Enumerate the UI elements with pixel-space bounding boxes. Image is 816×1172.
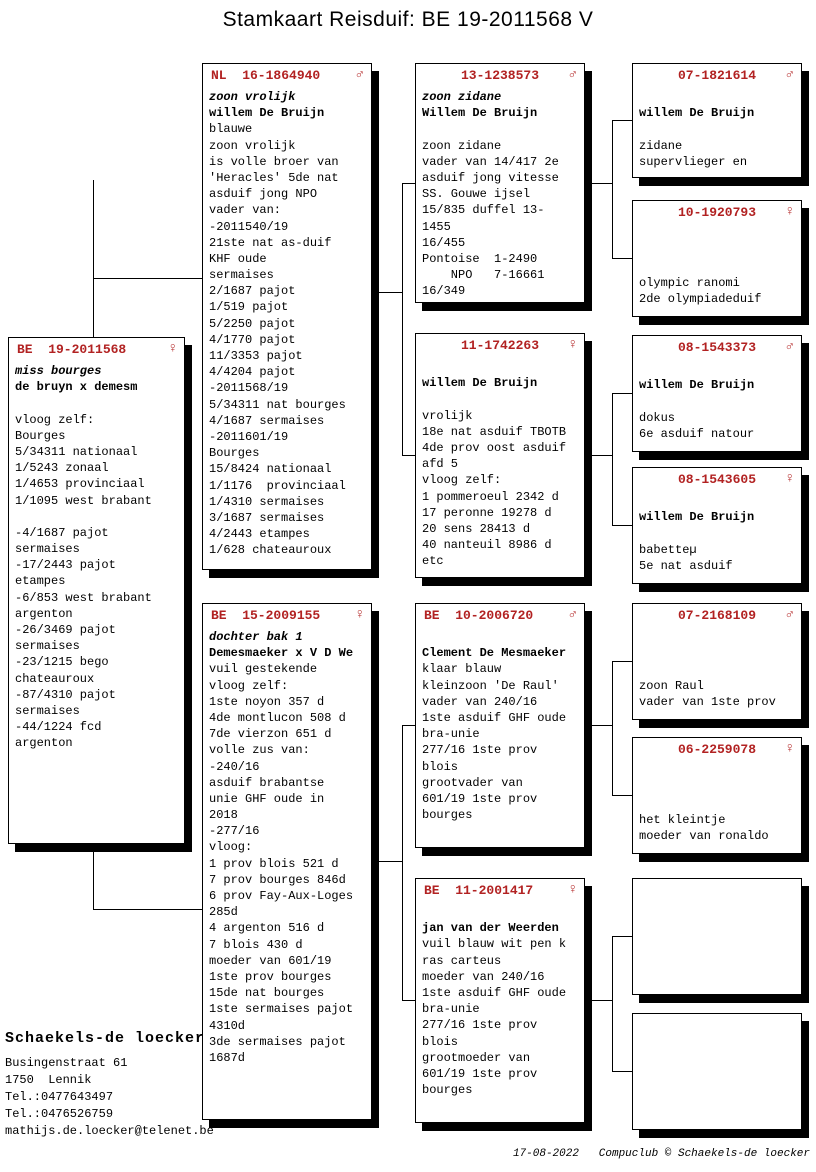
connector-line bbox=[612, 258, 632, 259]
info-line: 5/34311 nationaal bbox=[15, 444, 138, 459]
info-line: vloog: bbox=[209, 840, 253, 855]
info-line: bourges bbox=[422, 1083, 473, 1098]
info-line: 2/1687 pajot bbox=[209, 284, 296, 299]
info-line: -23/1215 bego bbox=[15, 655, 109, 670]
male-symbol-icon: ♂ bbox=[355, 67, 364, 83]
info-line: 5/34311 nat bourges bbox=[209, 397, 346, 412]
info-line: sermaises bbox=[15, 639, 80, 654]
info-line: chateauroux bbox=[15, 671, 95, 686]
connector-line bbox=[372, 861, 402, 862]
female-symbol-icon: ♀ bbox=[785, 471, 794, 487]
info-line: 3de sermaises pajot bbox=[209, 1034, 346, 1049]
connector-line bbox=[612, 661, 613, 796]
info-line: grootvader van bbox=[422, 775, 523, 790]
box-body bbox=[633, 222, 801, 307]
pedigree-box-sdd-08-1543605 bbox=[632, 467, 802, 584]
info-line: dokus bbox=[639, 410, 676, 425]
pedigree-box-dds bbox=[632, 878, 802, 995]
connector-line bbox=[402, 183, 403, 456]
female-symbol-icon: ♀ bbox=[355, 607, 364, 623]
info-line: 4de montlucon 508 d bbox=[209, 710, 346, 725]
info-line: bra-unie bbox=[422, 727, 480, 742]
info-line: 5/2250 pajot bbox=[209, 316, 296, 331]
info-line: 20 sens 28413 d bbox=[422, 521, 531, 536]
connector-line bbox=[585, 183, 612, 184]
owner-line: mathijs.de.loecker@telenet.be bbox=[5, 1124, 214, 1138]
connector-line bbox=[93, 909, 203, 910]
box-body bbox=[416, 85, 584, 299]
info-line: 15/835 duffel 13- bbox=[422, 203, 545, 218]
connector-line bbox=[612, 936, 632, 937]
info-line: 1/519 pajot bbox=[209, 300, 289, 315]
info-line: het kleintje bbox=[639, 812, 726, 827]
info-line: 11/3353 pajot bbox=[209, 349, 303, 363]
connector-line bbox=[612, 936, 613, 1072]
info-line bbox=[639, 779, 796, 795]
box-body bbox=[633, 489, 801, 574]
box-body bbox=[203, 625, 371, 1066]
footer-compuclub: Compuclub © Schaekels-de loecker bbox=[598, 1148, 810, 1160]
ring-number: 07-2168109 bbox=[677, 608, 756, 623]
pigeon-breeder-line: Clement De Mesmaeker bbox=[422, 646, 567, 661]
info-line: 18e nat asduif TBOTB bbox=[422, 424, 567, 439]
pigeon-name-line bbox=[422, 359, 579, 375]
connector-line bbox=[372, 292, 402, 293]
box-body bbox=[416, 625, 584, 823]
connector-line bbox=[402, 1000, 415, 1001]
pigeon-name-line: miss bourges bbox=[15, 364, 102, 378]
info-line: 6 prov Fay-Aux-Loges bbox=[209, 889, 354, 903]
info-line bbox=[422, 391, 579, 407]
pigeon-name-line: zoon vrolijk bbox=[209, 90, 296, 104]
info-line: vloog zelf: bbox=[15, 412, 95, 427]
info-line: vader van 1ste prov bbox=[639, 694, 776, 709]
info-line: 21ste nat as-duif bbox=[209, 235, 332, 250]
box-body bbox=[633, 625, 801, 710]
footer-date: 17-08-2022 bbox=[512, 1148, 579, 1160]
pigeon-name-line bbox=[639, 361, 796, 377]
male-symbol-icon: ♂ bbox=[785, 607, 794, 623]
pedigree-box-sd-11-1742263 bbox=[415, 333, 585, 578]
box-body bbox=[203, 85, 371, 558]
info-line: 277/16 1ste prov bbox=[422, 1018, 538, 1033]
connector-line bbox=[612, 120, 632, 121]
info-line bbox=[422, 121, 579, 137]
info-line: 7de vierzon 651 d bbox=[209, 727, 332, 742]
owner-line: Tel.:0476526759 bbox=[5, 1107, 114, 1121]
info-line: olympic ranomi bbox=[639, 275, 740, 290]
ring-number: BE 10-2006720 bbox=[424, 608, 534, 623]
info-line: 4/4204 pajot bbox=[209, 365, 296, 380]
info-line: -6/853 west brabant bbox=[15, 590, 152, 605]
male-symbol-icon: ♂ bbox=[568, 607, 577, 623]
pedigree-box-ds-10-2006720 bbox=[415, 603, 585, 848]
info-line: supervlieger en bbox=[639, 154, 748, 169]
connector-line bbox=[612, 393, 632, 394]
owner-line: Busingenstraat 61 bbox=[5, 1056, 128, 1070]
info-line: afd 5 bbox=[422, 457, 459, 472]
pigeon-breeder-line: de bruyn x demesm bbox=[15, 380, 138, 395]
ring-number: BE 15-2009155 bbox=[211, 608, 321, 623]
info-line: blois bbox=[422, 1034, 459, 1049]
info-line: vader van 14/417 2e bbox=[422, 154, 559, 169]
connector-line bbox=[402, 183, 415, 184]
info-line: 1455 bbox=[422, 219, 451, 234]
box-header bbox=[633, 336, 801, 357]
info-line: 4/1687 sermaises bbox=[209, 413, 325, 428]
pigeon-breeder-line: willem De Bruijn bbox=[639, 106, 755, 121]
info-line bbox=[639, 629, 796, 645]
info-line: unie GHF oude in bbox=[209, 791, 325, 806]
info-line bbox=[639, 393, 796, 409]
info-line: 1ste asduif GHF oude bbox=[422, 985, 567, 1000]
pedigree-box-sire-16-1864940 bbox=[202, 63, 372, 570]
pigeon-name-line: dochter bak 1 bbox=[209, 630, 303, 644]
info-line: asduif jong vitesse bbox=[422, 170, 559, 185]
info-line: moeder van 240/16 bbox=[422, 969, 545, 984]
info-line: vloog zelf: bbox=[422, 473, 502, 488]
info-line: 1/1095 west brabant bbox=[15, 493, 152, 508]
box-body bbox=[633, 759, 801, 844]
info-line: 1/1176 provinciaal bbox=[209, 478, 346, 493]
pedigree-box-dss-07-2168109 bbox=[632, 603, 802, 720]
info-line: zoon zidane bbox=[422, 138, 502, 153]
info-line: Bourges bbox=[209, 446, 260, 461]
pigeon-name-line bbox=[639, 493, 796, 509]
info-line: 17 peronne 19278 d bbox=[422, 505, 552, 520]
info-line: KHF oude bbox=[209, 251, 267, 266]
info-line: 285d bbox=[209, 905, 238, 920]
footer-credit bbox=[487, 1136, 810, 1172]
pedigree-box-ddd bbox=[632, 1013, 802, 1130]
male-symbol-icon: ♂ bbox=[568, 67, 577, 83]
pigeon-name-line: zoon zidane bbox=[422, 90, 502, 104]
ring-number: 10-1920793 bbox=[677, 205, 756, 220]
info-line: etampes bbox=[15, 574, 66, 589]
male-symbol-icon: ♂ bbox=[785, 67, 794, 83]
box-body bbox=[633, 357, 801, 442]
box-header bbox=[203, 604, 371, 625]
info-line: moeder van ronaldo bbox=[639, 828, 769, 843]
pigeon-name-line bbox=[422, 904, 579, 920]
info-line: sermaises bbox=[15, 542, 80, 557]
info-line: 1/628 chateauroux bbox=[209, 543, 332, 558]
info-line: 7 blois 430 d bbox=[209, 937, 303, 952]
connector-line bbox=[93, 180, 94, 338]
info-line: 4de prov oost asduif bbox=[422, 440, 567, 455]
info-line: 3/1687 sermaises bbox=[209, 510, 325, 525]
pigeon-breeder-line: willem De Bruijn bbox=[209, 106, 325, 121]
info-line: vader van: bbox=[209, 203, 282, 218]
info-line: -277/16 bbox=[209, 824, 260, 839]
info-line: zidane bbox=[639, 138, 683, 153]
connector-line bbox=[93, 278, 203, 279]
box-header bbox=[633, 201, 801, 222]
pigeon-breeder-line: willem De Bruijn bbox=[422, 376, 538, 391]
info-line: babetteµ bbox=[639, 542, 697, 557]
box-header bbox=[416, 879, 584, 900]
box-header bbox=[416, 334, 584, 355]
box-body bbox=[633, 85, 801, 170]
pedigree-box-sds-08-1543373 bbox=[632, 335, 802, 452]
info-line: -2011568/19 bbox=[209, 381, 289, 396]
info-line: 4/1770 pajot bbox=[209, 332, 296, 347]
ring-number: 06-2259078 bbox=[677, 742, 756, 757]
info-line: ras carteus bbox=[422, 953, 502, 968]
pedigree-box-subject-19-2011568 bbox=[8, 337, 185, 844]
info-line: blauwe bbox=[209, 122, 253, 137]
pedigree-box-ssd-10-1920793 bbox=[632, 200, 802, 317]
info-line: Pontoise 1-2490 bbox=[422, 251, 538, 266]
info-line: 1ste asduif GHF oude bbox=[422, 710, 567, 725]
female-symbol-icon: ♀ bbox=[785, 741, 794, 757]
box-body bbox=[416, 900, 584, 1098]
page-title: Stamkaart Reisduif: BE 19-2011568 V bbox=[222, 8, 594, 31]
box-body bbox=[9, 359, 184, 752]
info-line: klaar blauw bbox=[422, 662, 502, 677]
info-line: moeder van 601/19 bbox=[209, 953, 332, 968]
info-line: 4 argenton 516 d bbox=[209, 921, 325, 936]
info-line: asduif jong NPO bbox=[209, 187, 318, 202]
info-line: grootmoeder van bbox=[422, 1050, 531, 1065]
box-header bbox=[633, 604, 801, 625]
owner-line: 1750 Lennik bbox=[5, 1073, 92, 1087]
info-line bbox=[15, 509, 179, 525]
info-line: -240/16 bbox=[209, 759, 260, 774]
ring-number: 11-1742263 bbox=[460, 338, 539, 353]
ring-number: BE 19-2011568 bbox=[17, 342, 127, 357]
info-line: 40 nanteuil 8986 d bbox=[422, 538, 552, 553]
info-line: 277/16 1ste prov bbox=[422, 743, 538, 758]
ring-number: 08-1543605 bbox=[677, 472, 756, 487]
owner-block bbox=[5, 1030, 214, 1140]
info-line: SS. Gouwe ijsel bbox=[422, 187, 531, 202]
female-symbol-icon: ♀ bbox=[168, 341, 177, 357]
box-header bbox=[416, 604, 584, 625]
info-line: Bourges bbox=[15, 428, 66, 443]
info-line: asduif brabantse bbox=[209, 775, 325, 790]
pedigree-box-sss-07-1821614 bbox=[632, 63, 802, 178]
box-header bbox=[416, 64, 584, 85]
info-line: NPO 7-16661 bbox=[422, 268, 545, 283]
info-line: 7 prov bourges 846d bbox=[209, 872, 346, 887]
pigeon-breeder-line: willem De Bruijn bbox=[639, 378, 755, 393]
pedigree-box-ss-13-1238573 bbox=[415, 63, 585, 303]
info-line: etc bbox=[422, 554, 444, 569]
connector-line bbox=[612, 661, 632, 662]
pedigree-box-dam-15-2009155 bbox=[202, 603, 372, 1120]
info-line: vloog zelf: bbox=[209, 678, 289, 693]
info-line: 2018 bbox=[209, 808, 238, 823]
info-line: 15de nat bourges bbox=[209, 986, 325, 1001]
info-line: 15/8424 nationaal bbox=[209, 462, 332, 477]
info-line: 1ste noyon 357 d bbox=[209, 694, 325, 709]
male-symbol-icon: ♂ bbox=[785, 339, 794, 355]
pigeon-breeder-line: Willem De Bruijn bbox=[422, 106, 538, 121]
info-line: sermaises bbox=[209, 268, 274, 283]
info-line: 4310d bbox=[209, 1018, 246, 1033]
box-header bbox=[203, 64, 371, 85]
info-line: 16/349 bbox=[422, 284, 466, 299]
connector-line bbox=[93, 843, 94, 910]
info-line bbox=[639, 226, 796, 242]
ring-number: NL 16-1864940 bbox=[211, 68, 321, 83]
info-line bbox=[639, 121, 796, 137]
info-line: zoon Raul bbox=[639, 678, 704, 693]
connector-line bbox=[612, 525, 632, 526]
info-line: argenton bbox=[15, 606, 73, 621]
connector-line bbox=[612, 795, 632, 796]
box-header bbox=[633, 738, 801, 759]
ring-number: 13-1238573 bbox=[460, 68, 539, 83]
info-line bbox=[639, 661, 796, 677]
connector-line bbox=[402, 725, 415, 726]
ring-number: BE 11-2001417 bbox=[424, 883, 534, 898]
info-line: 601/19 1ste prov bbox=[422, 791, 538, 806]
pedigree-box-dd-11-2001417 bbox=[415, 878, 585, 1123]
info-line bbox=[15, 395, 179, 411]
pigeon-name-line bbox=[422, 629, 579, 645]
female-symbol-icon: ♀ bbox=[568, 337, 577, 353]
owner-line: Tel.:0477643497 bbox=[5, 1090, 114, 1104]
info-line: sermaises bbox=[15, 703, 80, 718]
female-symbol-icon: ♀ bbox=[568, 882, 577, 898]
info-line: vuil blauw wit pen k bbox=[422, 937, 567, 952]
info-line: 5e nat asduif bbox=[639, 558, 733, 573]
female-symbol-icon: ♀ bbox=[785, 204, 794, 220]
pedigree-box-dsd-06-2259078 bbox=[632, 737, 802, 854]
connector-line bbox=[612, 120, 613, 259]
info-line: blois bbox=[422, 759, 459, 774]
info-line: is volle broer van bbox=[209, 154, 339, 169]
info-line: 2de olympiadeduif bbox=[639, 291, 762, 306]
footer-spacer bbox=[579, 1148, 599, 1160]
info-line: zoon vrolijk bbox=[209, 138, 296, 153]
ring-number: 07-1821614 bbox=[677, 68, 756, 83]
info-line: 1 prov blois 521 d bbox=[209, 856, 339, 871]
info-line: 4/2443 etampes bbox=[209, 527, 310, 542]
owner-address-lines bbox=[5, 1055, 214, 1140]
info-line: -87/4310 pajot bbox=[15, 687, 116, 702]
owner-name: Schaekels-de loecker bbox=[5, 1030, 206, 1047]
info-line: 16/455 bbox=[422, 235, 466, 250]
pigeon-breeder-line: Demesmaeker x V D We bbox=[209, 646, 354, 661]
box-header bbox=[633, 64, 801, 85]
info-line: 'Heracles' 5de nat bbox=[209, 170, 339, 185]
box-body bbox=[416, 355, 584, 569]
connector-line bbox=[402, 455, 415, 456]
info-line: -17/2443 pajot bbox=[15, 558, 116, 573]
info-line: 601/19 1ste prov bbox=[422, 1066, 538, 1081]
connector-line bbox=[585, 725, 612, 726]
info-line bbox=[639, 795, 796, 811]
ring-number: 08-1543373 bbox=[677, 340, 756, 355]
info-line: -4/1687 pajot bbox=[15, 525, 109, 540]
info-line: -2011601/19 bbox=[209, 429, 289, 444]
info-line: 1ste sermaises pajot bbox=[209, 1002, 354, 1017]
connector-line bbox=[612, 1071, 632, 1072]
info-line: kleinzoon 'De Raul' bbox=[422, 678, 559, 693]
info-line: argenton bbox=[15, 736, 73, 751]
info-line bbox=[639, 525, 796, 541]
info-line: vrolijk bbox=[422, 408, 473, 423]
info-line: 1/4310 sermaises bbox=[209, 494, 325, 509]
connector-line bbox=[585, 455, 612, 456]
info-line: bourges bbox=[422, 808, 473, 823]
box-header bbox=[633, 468, 801, 489]
pigeon-name-line bbox=[639, 89, 796, 105]
info-line: -26/3469 pajot bbox=[15, 623, 116, 637]
info-line: 1 pommeroeul 2342 d bbox=[422, 489, 559, 504]
info-line: 1/5243 zonaal bbox=[15, 461, 109, 476]
info-line: -44/1224 fcd bbox=[15, 720, 102, 735]
connector-line bbox=[402, 725, 403, 1001]
info-line bbox=[639, 763, 796, 779]
info-line bbox=[639, 258, 796, 274]
info-line: vuil gestekende bbox=[209, 662, 318, 677]
pigeon-breeder-line: jan van der Weerden bbox=[422, 921, 559, 936]
info-line: 1/4653 provinciaal bbox=[15, 477, 145, 492]
info-line: volle zus van: bbox=[209, 743, 310, 758]
info-line bbox=[639, 242, 796, 258]
info-line: bra-unie bbox=[422, 1002, 480, 1017]
box-header bbox=[9, 338, 184, 359]
info-line bbox=[639, 645, 796, 661]
connector-line bbox=[585, 1000, 612, 1001]
info-line: vader van 240/16 bbox=[422, 694, 538, 709]
info-line: 6e asduif natour bbox=[639, 426, 755, 441]
info-line: -2011540/19 bbox=[209, 219, 289, 234]
pigeon-breeder-line: willem De Bruijn bbox=[639, 510, 755, 525]
info-line: 1ste prov bourges bbox=[209, 969, 332, 984]
connector-line bbox=[612, 393, 613, 526]
info-line: 1687d bbox=[209, 1050, 246, 1065]
